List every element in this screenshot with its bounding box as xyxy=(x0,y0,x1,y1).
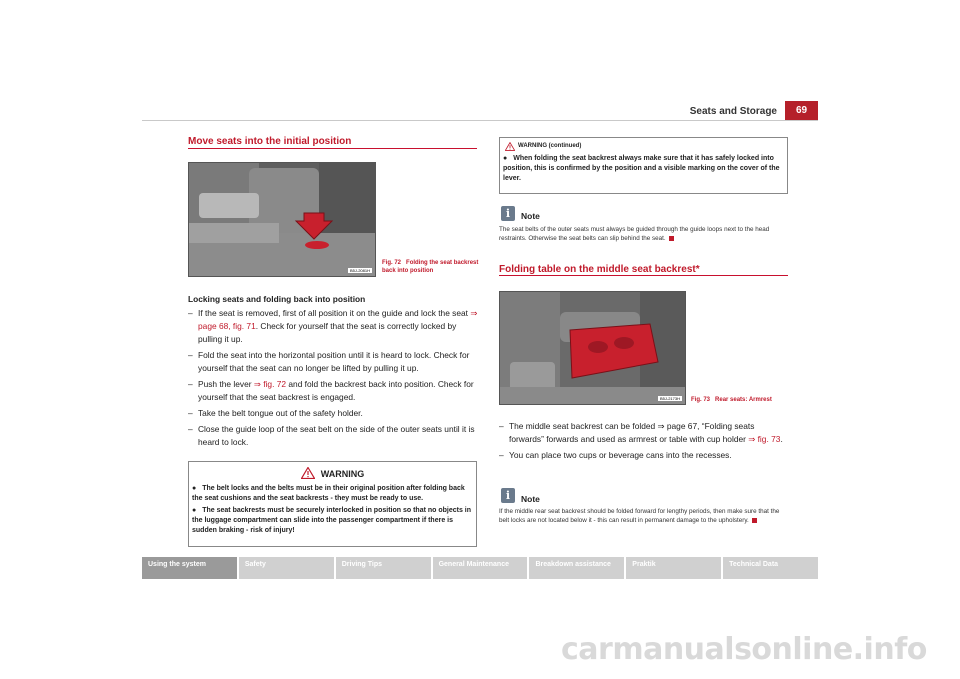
end-of-section-icon xyxy=(669,236,674,241)
figure-caption-text: Folding the seat backrest back into position xyxy=(382,260,479,274)
footer-tab-general-maintenance[interactable]: General Maintenance xyxy=(433,557,530,579)
seat-illustration xyxy=(189,163,376,277)
warning-continued-header xyxy=(500,138,787,154)
header-rule xyxy=(142,120,818,121)
footer-tab-breakdown-assistance[interactable]: Breakdown assistance xyxy=(529,557,626,579)
warning-header xyxy=(189,462,476,484)
warning-triangle-icon xyxy=(301,467,315,479)
note-text: The seat belts of the outer seats must always be guided through the guide loops next to the head restraints. Otherwise the seat belts can slip behind the seat. xyxy=(499,226,770,242)
figure-caption-number: Fig. 72 xyxy=(382,260,402,266)
list-item: – Take the belt tongue out of the safety holder. xyxy=(188,407,478,420)
figure-73-caption xyxy=(691,396,791,404)
warning-continued-box xyxy=(499,137,788,194)
bullet-icon: ● xyxy=(192,485,197,492)
list-item: – Push the lever ⇒ fig. 72 and fold the backrest back into position. Check for yourself that the seat backrest is engaged. xyxy=(188,378,478,404)
footer-tab-using-the-system[interactable]: Using the system xyxy=(142,557,239,579)
note-title: Note xyxy=(521,494,540,504)
watermark-text: carmanualsonline.info xyxy=(561,632,927,667)
list-item: – If the seat is removed, first of all position it on the guide and lock the seat ⇒ page 68, fig. 71. Check for yourself that the seat is correctly locked by pulling it up. xyxy=(188,307,478,346)
cross-reference-link[interactable]: ⇒ fig. 73 xyxy=(748,434,781,444)
subheading-locking-seats: Locking seats and folding back into position xyxy=(188,294,366,304)
note-text: If the middle rear seat backrest should be folded forward for lengthy periods, then make sure that the belt locks are not located below it - this can result in permanent damage to the upholstery. xyxy=(499,508,780,524)
figure-caption-text: Rear seats: Armrest xyxy=(715,397,772,403)
list-item: – Close the guide loop of the seat belt on the side of the outer seats until it is heard to lock. xyxy=(188,423,478,449)
bullet-icon: ● xyxy=(503,155,508,162)
warning-item: ● When folding the seat backrest always make sure that it has safely locked into position, this is confirmed by the position and a visible marking on the cover of the lever. xyxy=(503,155,780,182)
cross-reference-link[interactable]: ⇒ page 68, fig. 71 xyxy=(198,308,478,331)
info-note-icon: i xyxy=(501,488,515,503)
armrest-illustration xyxy=(500,292,686,405)
bullet-icon: ● xyxy=(192,507,197,514)
warning-triangle-icon xyxy=(505,142,515,151)
running-header-title: Seats and Storage xyxy=(689,106,777,117)
list-item: – Fold the seat into the horizontal position until it is heard to lock. Check for yourself that the seat can no longer be lifted by pulling it up. xyxy=(188,349,478,375)
footer-tab-driving-tips[interactable]: Driving Tips xyxy=(336,557,433,579)
footer-tab-praktik[interactable]: Praktik xyxy=(626,557,723,579)
right-body xyxy=(499,420,789,465)
warning-box xyxy=(188,461,477,547)
left-body xyxy=(188,293,478,452)
footer-chapter-nav xyxy=(142,557,818,579)
footer-tab-technical-data[interactable]: Technical Data xyxy=(723,557,818,579)
figure-73-armrest-photo xyxy=(499,291,686,405)
warning-continued-title: WARNING (continued) xyxy=(518,143,582,149)
section-heading-initial-position: Move seats into the initial position xyxy=(188,136,352,147)
figure-id: B5J-2173H xyxy=(659,396,680,401)
list-item: – The middle seat backrest can be folded ⇒ page 67, “Folding seats forwards” forwards and used as armrest or table with cup holder ⇒ fig. 73. xyxy=(499,420,789,446)
warning-item: ● The seat backrests must be securely interlocked in position so that no objects in the luggage compartment can slide into the passenger compartment if there is sudden braking - risk of injury! xyxy=(192,507,472,534)
note-title: Note xyxy=(521,211,540,221)
figure-72-seat-photo xyxy=(188,162,376,277)
info-note-icon: i xyxy=(501,206,515,221)
figure-caption-number: Fig. 73 xyxy=(691,397,711,403)
footer-tab-safety[interactable]: Safety xyxy=(239,557,336,579)
warning-title: WARNING xyxy=(320,469,365,479)
page-number-badge: 69 xyxy=(785,101,818,120)
figure-72-caption xyxy=(382,259,482,275)
list-item: – You can place two cups or beverage cans into the recesses. xyxy=(499,449,789,462)
section-heading-rule xyxy=(499,275,788,276)
end-of-section-icon xyxy=(752,518,757,523)
warning-item: ● The belt locks and the belts must be in their original position after folding back the seat cushions and the seat backrests - they must be ready to use. xyxy=(192,485,465,502)
figure-id: B5J-2081H xyxy=(349,268,370,273)
section-heading-folding-table: Folding table on the middle seat backrest* xyxy=(499,264,700,275)
cross-reference-link[interactable]: ⇒ fig. 72 xyxy=(253,379,287,389)
section-heading-rule xyxy=(188,148,477,149)
